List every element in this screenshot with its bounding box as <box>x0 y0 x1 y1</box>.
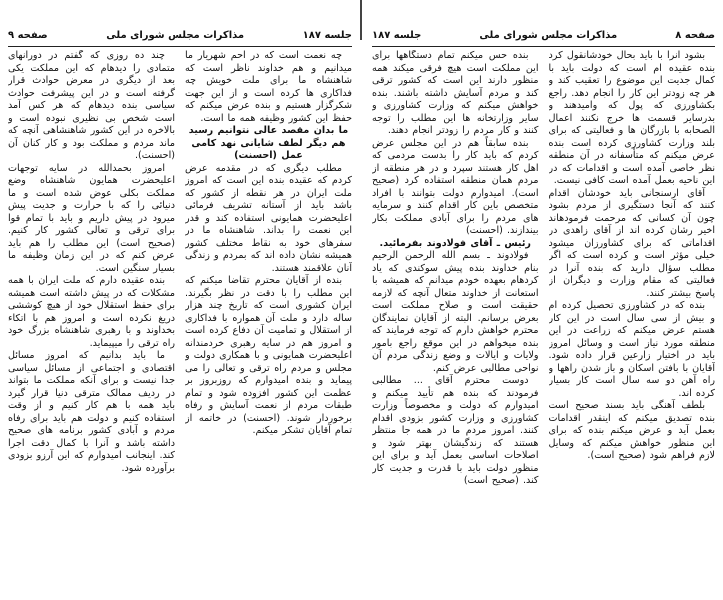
paragraph: بلطف آهنگی باید بسند صحیح است بنده تصدیق میکنم که اینقدر اقدامات بعمل آید و عرض میکنم بنده که برای این منظور خواهش میکنم که وسایل لازم فراهم شود (صحیح است). <box>548 400 715 461</box>
paragraph: بنده از آقایان محترم تقاضا میکنم که این مطلب را با دقت در نظر بگیرند. ایران کشوری است که تاریخ چند هزار ساله دارد و ملت آن همواره با فداکاری از استقلال و تمامیت آن دفاع کرده است و امروز هم در سایه رهبری خردمندانه اعلیحضرت همایونی و با همکاری دولت و مجلس و مردم راه ترقی و تعالی را می پیماید و بنده امیدوارم که روزبروز بر عظمت این کشور افزوده شود و تمام طبقات مردم از نعمت آسایش و رفاه برخوردار شوند. (احسنت) در خاتمه از تمام آقایان تشکر میکنم. <box>185 275 352 436</box>
page-number: صفحه ۹ <box>8 30 48 41</box>
verse: هم دیگر لطف شایانی نهد کامی عمل (احسنت) <box>191 137 346 161</box>
page-number: صفحه ۸ <box>675 30 715 41</box>
page-header <box>372 30 715 47</box>
paragraph: چند ده روزی که گفتم در دورانهای متمادی را دیدهام که این مملکت یکی بعد از دیگری در معرض حوادث قرار گرفته است و در این پیشرفت حوادث سیاسی بنده دیدهام که هر کس آمد است شخص بی نظیری نبوده است و بالاخره در این کشور شاهنشاهی آنچه که ماند مردم و مملکت بود و کار کنان آن (احسنت). <box>8 50 175 161</box>
paragraph: چه نعمت است که در احم شهریار ما میدانیم و هم خداوند ناظر است که شاهنشاه ما برای ملت خویش چه فداکاری ها کرده است و از این جهت شکرگزار هستیم و بنده عرض میکنم که حفظ این کشور وظیفه همه ما است. <box>185 50 352 124</box>
paragraph: فولادوند ـ بسم الله الرحمن الرحیم بنام خداوند بنده پیش سوکندی که یاد کردهام بعهده خودم میدانم که همیشه با استعانت از خداوند متعال آنچه که لازمه حقیقت است و صلاح مملکت است بعرض برسانم. البته از آقایان نمایندگان محترم خواهش دارم که توجه فرمایند که بنده میخواهم در این موقع راجع بامور ولایات و ایالات و وضع زندگی مردم آن نواحی مطالبی عرض کنم. <box>372 250 539 374</box>
paragraph: بنده حس میکنم تمام دستگاهها برای این مملکت است هیچ فرقی میکند همه منظور دارند این است که کشور ترقی کند و مردم آسایش داشته باشند. بنده خواهش میکنم که وزارت کشاورزی و سایر وزارتخانه ها این مطلب را توجه کنند و کار مردم را زودتر انجام دهند. <box>372 50 539 136</box>
paragraph: دوست محترم آقای ... مطالبی فرمودند که بنده هم تأیید میکنم و امیدوارم که دولت و مخصوصاً وزارت کشاورزی و وزارت کشور بزودی اقدام کنند. امروز مردم ما در همه جا منتظر هستند که زندگیشان بهتر شود و اصلاحات اساسی بعمل آید و برای این منظور دولت باید با قدرت و جدیت کار کند. (صحیح است) <box>372 375 539 486</box>
column-right <box>185 50 352 594</box>
book-spine <box>360 0 362 40</box>
paragraph: بنده که در کشاورزی تحصیل کرده ام و بیش از سی سال است در این کار هستم عرض میکنم که زراعت در این منطقه مورد نیاز است و وسائل امروز باید در اختیار زارعین قرار داده شود. آقایان با بافتن اسکان و باز شدن راهها و راه آهن دو سه سال است کار بسیار کرده اند. <box>548 300 715 399</box>
paragraph: ما باید بدانیم که امروز مسائل اقتصادی و اجتماعی از مسائل سیاسی جدا نیست و برای آنکه مملکت ما بتواند در ردیف ممالک مترقی دنیا قرار گیرد باید همه با هم کار کنیم و از وقت استفاده کنیم و دولت هم باید برای رفاه مردم و آبادی کشور برنامه های صحیح داشته باشد و آنرا با کمال دقت اجرا کند. اینجانب امیدوارم که این آرزو بزودی برآورده شود. <box>8 350 175 474</box>
column-left <box>372 50 539 594</box>
paragraph: آقای ارسنجانی باید خودشان اقدام کنند که آنجا دستگیری از مردم بشود چون آن کسانی که مرحمت فرمودهاند اخیر رشان کرده اند از آقای زاهدی در اقداماتی که برای کشاورزان میشود خیلی مؤثر است و کرده است که اگر مطلب سؤال دارید که بنده آنرا در فعالیتی که مقام وزارت و دیگران از پاسخ بیشتر کنند. <box>548 187 715 299</box>
header-title: مذاکرات مجلس شورای ملی <box>106 30 245 41</box>
verse: ما بدان مقصد عالی نتوانیم رسید <box>188 125 349 136</box>
column-right <box>549 50 716 594</box>
right-page <box>364 0 723 600</box>
paragraph: بنده عقیده دارم که ملت ایران با همه مشکلات که در پیش داشته است همیشه برای حفظ استقلال خود از هیچ کوششی دریغ نکرده است و امروز هم با اتکاء بخداوند و با رهبری شاهنشاه بزرگ خود راه ترقی را میپیماید. <box>8 275 175 349</box>
speaker-line: رئیس ـ آقای فولادوند بفرمائید. <box>379 237 531 249</box>
left-page <box>0 0 360 600</box>
page-header <box>8 30 352 47</box>
header-title: مذاکرات مجلس شورای ملی <box>479 30 618 41</box>
paragraph: بشود آنرا با باید بحال خودشانقول کرد بنده عقیده ام است که دولت باید با کمال جدیت این موضوع را تعقیب کند و هر چه زودتر این کار را انجام دهد. راجع بکشاورزی که پول که وامیدهند و بدرسایر قسمت ها خرج نکنند اعمال الصحابه با بازرگان ها و فعالیتی که برای بلند وزارت کشاورزی کرده است بنده عرض میکنم که متأسفانه در آن منطقه نظر خاصی آمده است و اقدامات که در این ناحیه بعمل آمده است کافی نیست. <box>548 50 715 186</box>
paragraph: مطلب دیگری که در مقدمه عرض کردم که عقیده بنده این است که امروز ملت ایران در هر نقطه از کشور که باشد باید از آستانه تشریف فرمائی اعلیحضرت همایونی استفاده کند و قدر این نعمت را بداند. شاهنشاه ما در سفرهای خود به نقاط مختلف کشور همیشه نشان داده اند که بمردم و زندگی آنان علاقمند هستند. <box>185 162 352 274</box>
column-left <box>8 50 175 594</box>
paragraph: بنده سابقاً هم در این مجلس عرض کردم که باید کار را بدست مردمی که اهل کار هستند سپرد و در هر منطقه از مردم همان منطقه استفاده کرد (صحیح است). امیدوارم دولت بتوانند با افراد متخصص باین کار اقدام کنند و سرمایه های مردم را برای آبادی مملکت بکار بیندازند. (احسنت) <box>372 137 539 236</box>
session-number: جلسه ۱۸۷ <box>372 30 422 41</box>
session-number: جلسه ۱۸۷ <box>302 30 352 41</box>
paragraph: امروز بحمدالله در سایه توجهات اعلیحضرت همایون شاهنشاه وضع مملکت بکلی عوض شده است و ما دنیائی را که با حرارت و جدیت پیش میرود در پیش داریم و باید با تمام قوا برای ترقی و تعالی کشور کار کنیم. (صحیح است) این مطلب را هم باید عرض کنم که در این زمان وظیفه ما بسیار سنگین است. <box>8 162 175 274</box>
